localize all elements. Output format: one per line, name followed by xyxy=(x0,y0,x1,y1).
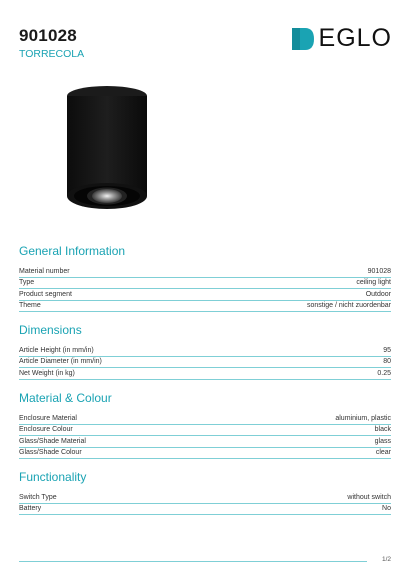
spec-label: Switch Type xyxy=(19,493,57,501)
spec-row xyxy=(19,278,391,290)
section-material-colour xyxy=(19,391,391,459)
page-number: 1/2 xyxy=(381,556,391,563)
spec-row xyxy=(19,301,391,313)
spec-label: Enclosure Material xyxy=(19,414,77,422)
spec-value: without switch xyxy=(347,493,391,501)
logo-text: EGLO xyxy=(318,24,392,52)
document-header xyxy=(19,26,84,60)
section-general-information xyxy=(19,244,391,312)
spec-label: Glass/Shade Material xyxy=(19,437,86,445)
spec-label: Article Diameter (in mm/in) xyxy=(19,358,102,365)
spec-value: aluminium, plastic xyxy=(335,414,391,422)
product-image xyxy=(55,84,165,224)
spec-row xyxy=(19,425,391,437)
spec-label: Theme xyxy=(19,302,41,309)
spec-value: ceiling light xyxy=(356,279,391,286)
spec-row xyxy=(19,492,391,504)
spec-row xyxy=(19,413,391,425)
spec-label: Glass/Shade Colour xyxy=(19,449,82,456)
section-title: Dimensions xyxy=(19,323,82,337)
spec-label: Net Weight (in kg) xyxy=(19,369,75,377)
section-title: Material & Colour xyxy=(19,391,112,405)
spec-value: glass xyxy=(374,437,391,445)
spec-value: black xyxy=(374,426,391,433)
spec-row xyxy=(19,448,391,460)
spec-row xyxy=(19,504,391,516)
section-title: Functionality xyxy=(19,470,87,484)
section-dimensions xyxy=(19,323,391,380)
spec-label: Product segment xyxy=(19,290,72,298)
spec-value: 901028 xyxy=(367,267,391,275)
spec-label: Article Height (in mm/in) xyxy=(19,346,94,354)
spec-value: No xyxy=(382,505,391,512)
footer-divider xyxy=(19,561,367,562)
spec-value: 0.25 xyxy=(377,369,391,377)
logo-mark-icon xyxy=(292,28,314,50)
spec-row xyxy=(19,266,391,278)
spec-row xyxy=(19,368,391,380)
spec-row xyxy=(19,345,391,357)
spec-label: Type xyxy=(19,279,35,286)
spec-row xyxy=(19,289,391,301)
spec-label: Enclosure Colour xyxy=(19,426,73,433)
spec-row xyxy=(19,436,391,448)
spec-label: Material number xyxy=(19,267,70,275)
section-title: General Information xyxy=(19,244,126,258)
spec-value: clear xyxy=(375,449,391,456)
brand-logo xyxy=(292,24,392,53)
product-name: TORRECOLA xyxy=(19,48,85,60)
spec-row xyxy=(19,357,391,369)
spec-value: 95 xyxy=(383,346,391,354)
spec-value: 80 xyxy=(383,358,391,365)
spec-label: Battery xyxy=(19,505,42,512)
section-functionality xyxy=(19,470,391,515)
spec-value: Outdoor xyxy=(365,290,391,298)
article-number: 901028 xyxy=(19,26,77,45)
spec-value: sonstige / nicht zuordenbar xyxy=(306,302,391,309)
